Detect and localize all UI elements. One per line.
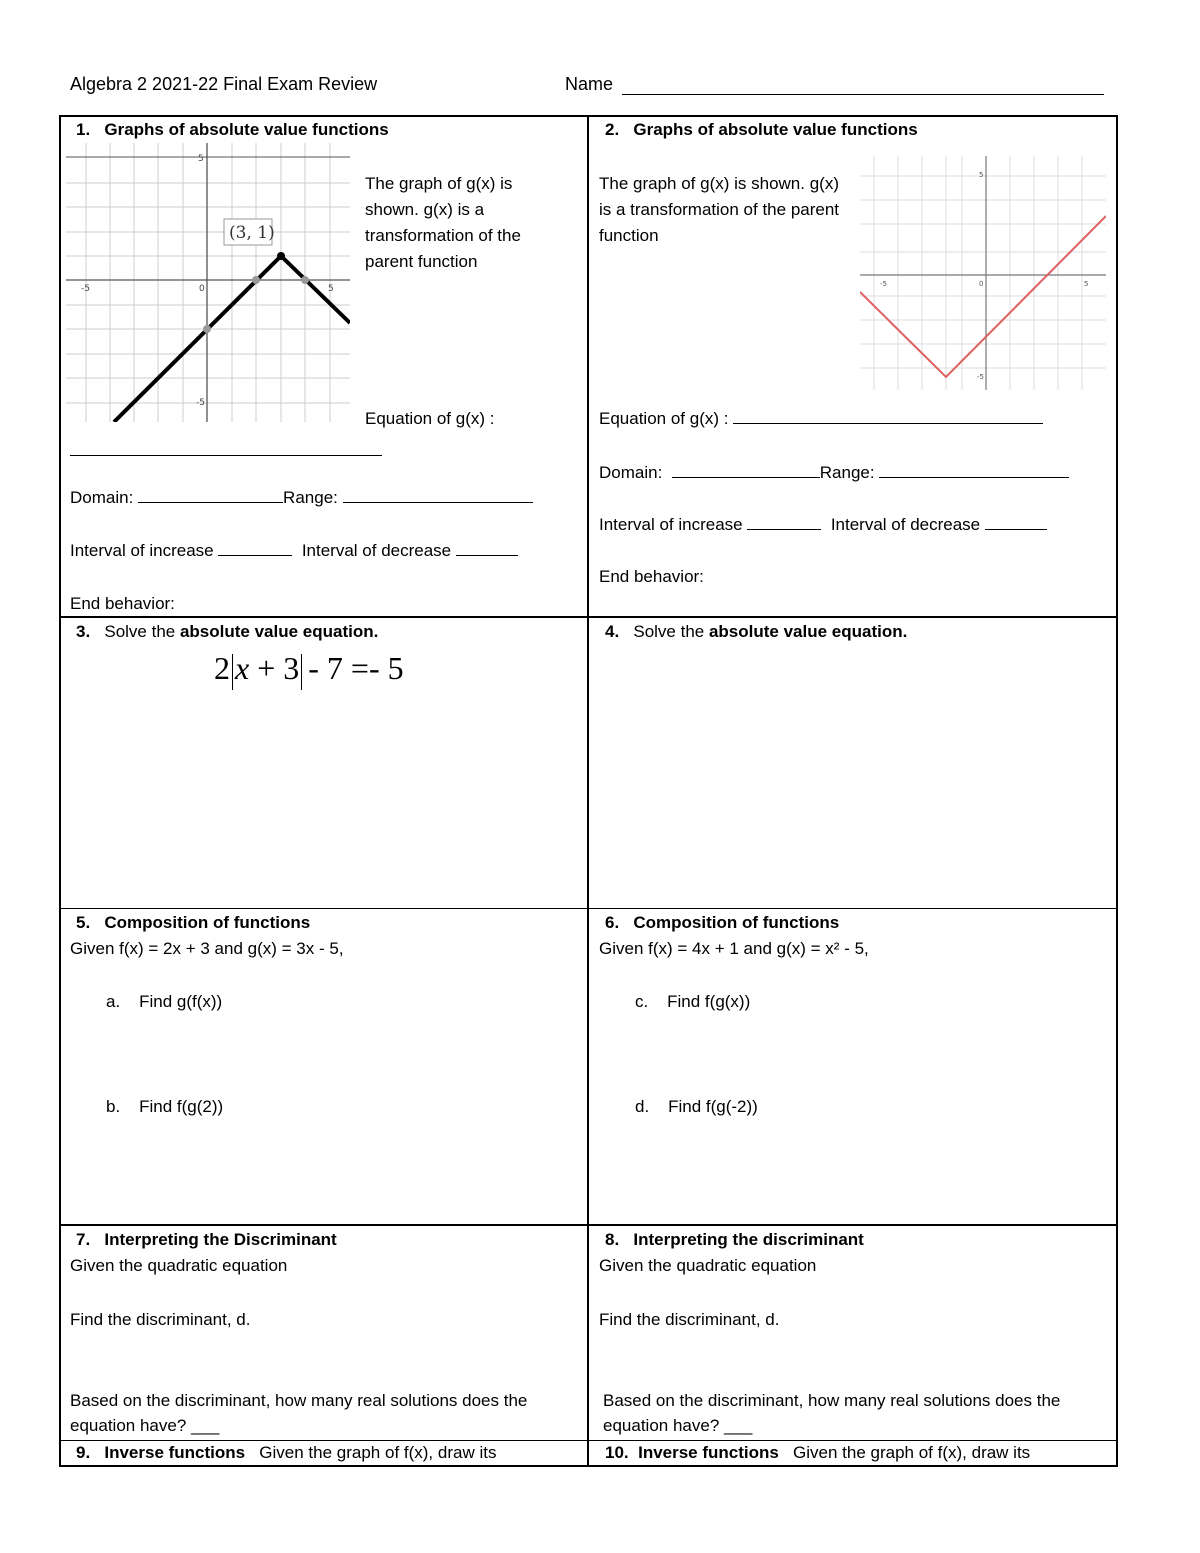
problem-4-heading — [605, 622, 907, 642]
tick-label: -5 — [977, 373, 984, 381]
decrease-field[interactable] — [456, 541, 518, 556]
problem-6-part-d — [635, 1097, 758, 1117]
problem-title: Composition of functions — [104, 913, 311, 932]
range-label: Range: — [819, 463, 875, 482]
tick-label: 5 — [328, 284, 334, 294]
problem-title: Interpreting the discriminant — [633, 1230, 864, 1249]
problem-2-domain-row — [599, 463, 1069, 483]
equation-label: Equation of g(x) : — [599, 409, 729, 428]
problem-5-given: Given f(x) = 2x + 3 and g(x) = 3x - 5, — [70, 939, 344, 958]
page-title: Algebra 2 2021-22 Final Exam Review — [70, 74, 378, 94]
problem-8-find: Find the discriminant, d. — [599, 1310, 780, 1329]
range-label: Range: — [283, 488, 338, 507]
name-label: Name — [565, 74, 614, 94]
range-field[interactable] — [879, 463, 1069, 478]
equation-field[interactable] — [733, 409, 1043, 424]
title-pre: Solve the — [104, 622, 180, 641]
title-bold: absolute value — [708, 622, 828, 641]
table-border-left — [59, 115, 61, 1467]
problem-number: 2. — [605, 120, 620, 139]
tick-label: 5 — [979, 171, 984, 179]
problem-1-equation-label: Equation of g(x) : — [365, 409, 495, 428]
title-post: equation. — [298, 622, 379, 641]
problem-1-end-behavior: End behavior: — [70, 594, 175, 613]
problem-text: Given the graph of f(x), draw its — [793, 1443, 1031, 1462]
problem-number: 10. — [605, 1443, 629, 1462]
part-label: b. — [106, 1097, 121, 1116]
title-pre: Solve the — [633, 622, 709, 641]
tick-label: 5 — [198, 154, 204, 164]
part-label: c. — [635, 992, 649, 1011]
title-post: equation. — [827, 622, 908, 641]
problem-number: 9. — [76, 1443, 91, 1462]
part-label: a. — [106, 992, 121, 1011]
problem-1-heading — [76, 120, 389, 140]
problem-1-domain-row — [70, 488, 533, 508]
tick-label: 0 — [199, 284, 205, 294]
problem-6-part-c — [635, 992, 750, 1012]
increase-field[interactable] — [747, 515, 821, 530]
name-field-line[interactable] — [622, 94, 1104, 95]
problem-7-heading — [76, 1230, 337, 1250]
problem-2-end-behavior: End behavior: — [599, 567, 704, 586]
decrease-label: Interval of decrease — [830, 515, 981, 534]
part-text: Find f(g(-2)) — [668, 1097, 758, 1116]
domain-label: Domain: — [70, 488, 134, 507]
problem-3-equation: 2 x + 3 - 7 =- 5 — [214, 650, 404, 690]
problem-title: Inverse functions — [104, 1443, 246, 1462]
problem-8-heading — [605, 1230, 864, 1250]
point-label: (3, 1) — [229, 223, 275, 243]
tick-label: -5 — [880, 280, 887, 288]
domain-field[interactable] — [672, 463, 820, 478]
problem-number: 4. — [605, 622, 620, 641]
problem-7-question: Based on the discriminant, how many real solutions does the equation have? ___ — [70, 1391, 528, 1435]
problem-5-part-a — [106, 992, 222, 1012]
intercept-point — [203, 325, 211, 333]
increase-label: Interval of increase — [70, 541, 214, 560]
title-bold: absolute value — [179, 622, 299, 641]
problem-title: Inverse functions — [638, 1443, 779, 1462]
problem-3-heading — [76, 622, 378, 642]
problem-9-heading — [76, 1443, 496, 1463]
problem-8-given: Given the quadratic equation — [599, 1256, 817, 1275]
increase-label: Interval of increase — [599, 515, 743, 534]
problem-7-find: Find the discriminant, d. — [70, 1310, 251, 1329]
part-text: Find g(f(x)) — [139, 992, 223, 1011]
domain-field[interactable] — [138, 488, 283, 503]
problem-6-heading — [605, 913, 839, 933]
problem-1-interval-row — [70, 541, 518, 561]
part-text: Find f(g(x)) — [667, 992, 751, 1011]
problem-1-equation-line[interactable] — [70, 440, 382, 456]
tick-label: -5 — [81, 284, 90, 294]
intercept-point — [252, 276, 260, 284]
table-row-divider-1 — [59, 616, 1118, 618]
problem-number: 3. — [76, 622, 91, 641]
decrease-label: Interval of decrease — [301, 541, 452, 560]
problem-title: Graphs of absolute value functions — [633, 120, 918, 139]
table-row-divider-4 — [59, 1440, 1118, 1441]
problem-2-equation-row — [599, 409, 1043, 429]
problem-5-part-b — [106, 1097, 223, 1117]
table-row-divider-3 — [59, 1224, 1118, 1226]
problem-text: Given the graph of f(x), draw its — [259, 1443, 497, 1462]
vertex-point — [277, 252, 285, 260]
problem-title: Composition of functions — [633, 913, 840, 932]
tick-label: 0 — [979, 280, 984, 288]
increase-field[interactable] — [218, 541, 292, 556]
problem-6-given: Given f(x) = 4x + 1 and g(x) = x² - 5, — [599, 939, 869, 958]
intercept-point — [301, 276, 309, 284]
range-field[interactable] — [343, 488, 533, 503]
part-text: Find f(g(2)) — [139, 1097, 224, 1116]
problem-title: Interpreting the Discriminant — [104, 1230, 337, 1249]
problem-2-heading — [605, 120, 918, 140]
problem-title: Graphs of absolute value functions — [104, 120, 389, 139]
tick-label: 5 — [1084, 280, 1089, 288]
problem-2-interval-row — [599, 515, 1047, 535]
problem-2-graph — [860, 156, 1106, 390]
problem-2-description: The graph of g(x) is shown. g(x) is a transformation of the parent function — [599, 174, 840, 245]
problem-10-heading — [605, 1443, 1030, 1463]
problem-1-graph — [66, 143, 350, 422]
problem-7-given: Given the quadratic equation — [70, 1256, 288, 1275]
table-divider-center — [587, 115, 589, 1467]
problem-number: 1. — [76, 120, 91, 139]
problem-number: 8. — [605, 1230, 620, 1249]
table-border-right — [1116, 115, 1118, 1467]
graph-grid — [860, 156, 1106, 390]
domain-label: Domain: — [599, 463, 663, 482]
problem-number: 5. — [76, 913, 91, 932]
table-row-divider-2 — [59, 908, 1118, 909]
decrease-field[interactable] — [985, 515, 1047, 530]
problem-number: 7. — [76, 1230, 91, 1249]
problem-number: 6. — [605, 913, 620, 932]
tick-label: -5 — [196, 398, 205, 408]
problem-1-description: The graph of g(x) is shown. g(x) is a transformation of the parent function — [365, 174, 521, 271]
problem-8-question: Based on the discriminant, how many real solutions does the equation have? ___ — [603, 1391, 1061, 1435]
problem-5-heading — [76, 913, 310, 933]
part-label: d. — [635, 1097, 650, 1116]
